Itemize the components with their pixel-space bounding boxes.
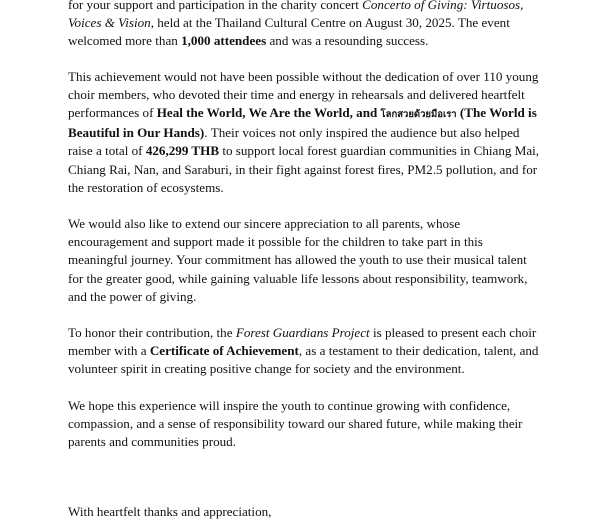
paragraph-hope: We hope this experience will inspire the youth to continue growing with confidence, compassion, and a sense of responsibility toward our shared future, while making their parents and communities proud. [68, 397, 523, 450]
text-run: and was a resounding success. [266, 33, 429, 49]
text-run: To honor their contribution, the [68, 325, 236, 341]
song-titles: Heal the World, We Are the World, and [156, 105, 381, 121]
text-run: is pleased to present each choir member with a [68, 325, 537, 359]
paragraph-parents: We would also like to extend our sincere appreciation to all parents, whose encouragement and support made it possible for the children to take part in this meaningful journey. Your commitment has allowed the youth to use their musical talent for the greater good, while gaining valuable life lessons about responsibility, teamwork, and the power of giving. [68, 216, 528, 304]
concert-title: Concerto of Giving: Virtuosos, Voices & Vision [68, 0, 524, 31]
attendee-count: 1,000 attendees [181, 33, 267, 49]
paragraph-concert [68, 0, 540, 51]
thai-song-title: โลกสวยด้วยมือเรา [380, 109, 457, 121]
text-run: This achievement would not have been possible without the dedication of over 110 young choir members, who devoted their time and energy in rehearsals and delivered heartfelt performances of [68, 68, 539, 121]
text-run: , held at the Thailand Cultural Centre on August 30, 2025. The event welcomed more than [68, 15, 510, 49]
text-run: , as a testament to their dedication, talent, and volunteer spirit in creating positive change for society and the environment. [68, 343, 539, 377]
text-run: for your support and participation in the charity concert [68, 0, 363, 12]
paragraph-certificate [68, 324, 540, 379]
closing-line: With heartfelt thanks and appreciation, [68, 504, 272, 520]
text-run: to support local forest guardian communities in Chiang Mai, Chiang Rai, Nan, and Saraburi, in their fight against forest fires, PM2.5 pollution, and for the restoration of ecosystems. [68, 143, 540, 195]
project-name: Forest Guardians Project [235, 325, 370, 341]
certificate-name: Certificate of Achievement [149, 343, 299, 359]
amount-raised: 426,299 THB [145, 143, 220, 159]
text-run: . Their voices not only inspired the audience but also helped raise a total of [68, 125, 520, 159]
song-title-english: (The World is Beautiful in Our Hands) [68, 105, 537, 141]
paragraph-achievement [68, 68, 540, 197]
